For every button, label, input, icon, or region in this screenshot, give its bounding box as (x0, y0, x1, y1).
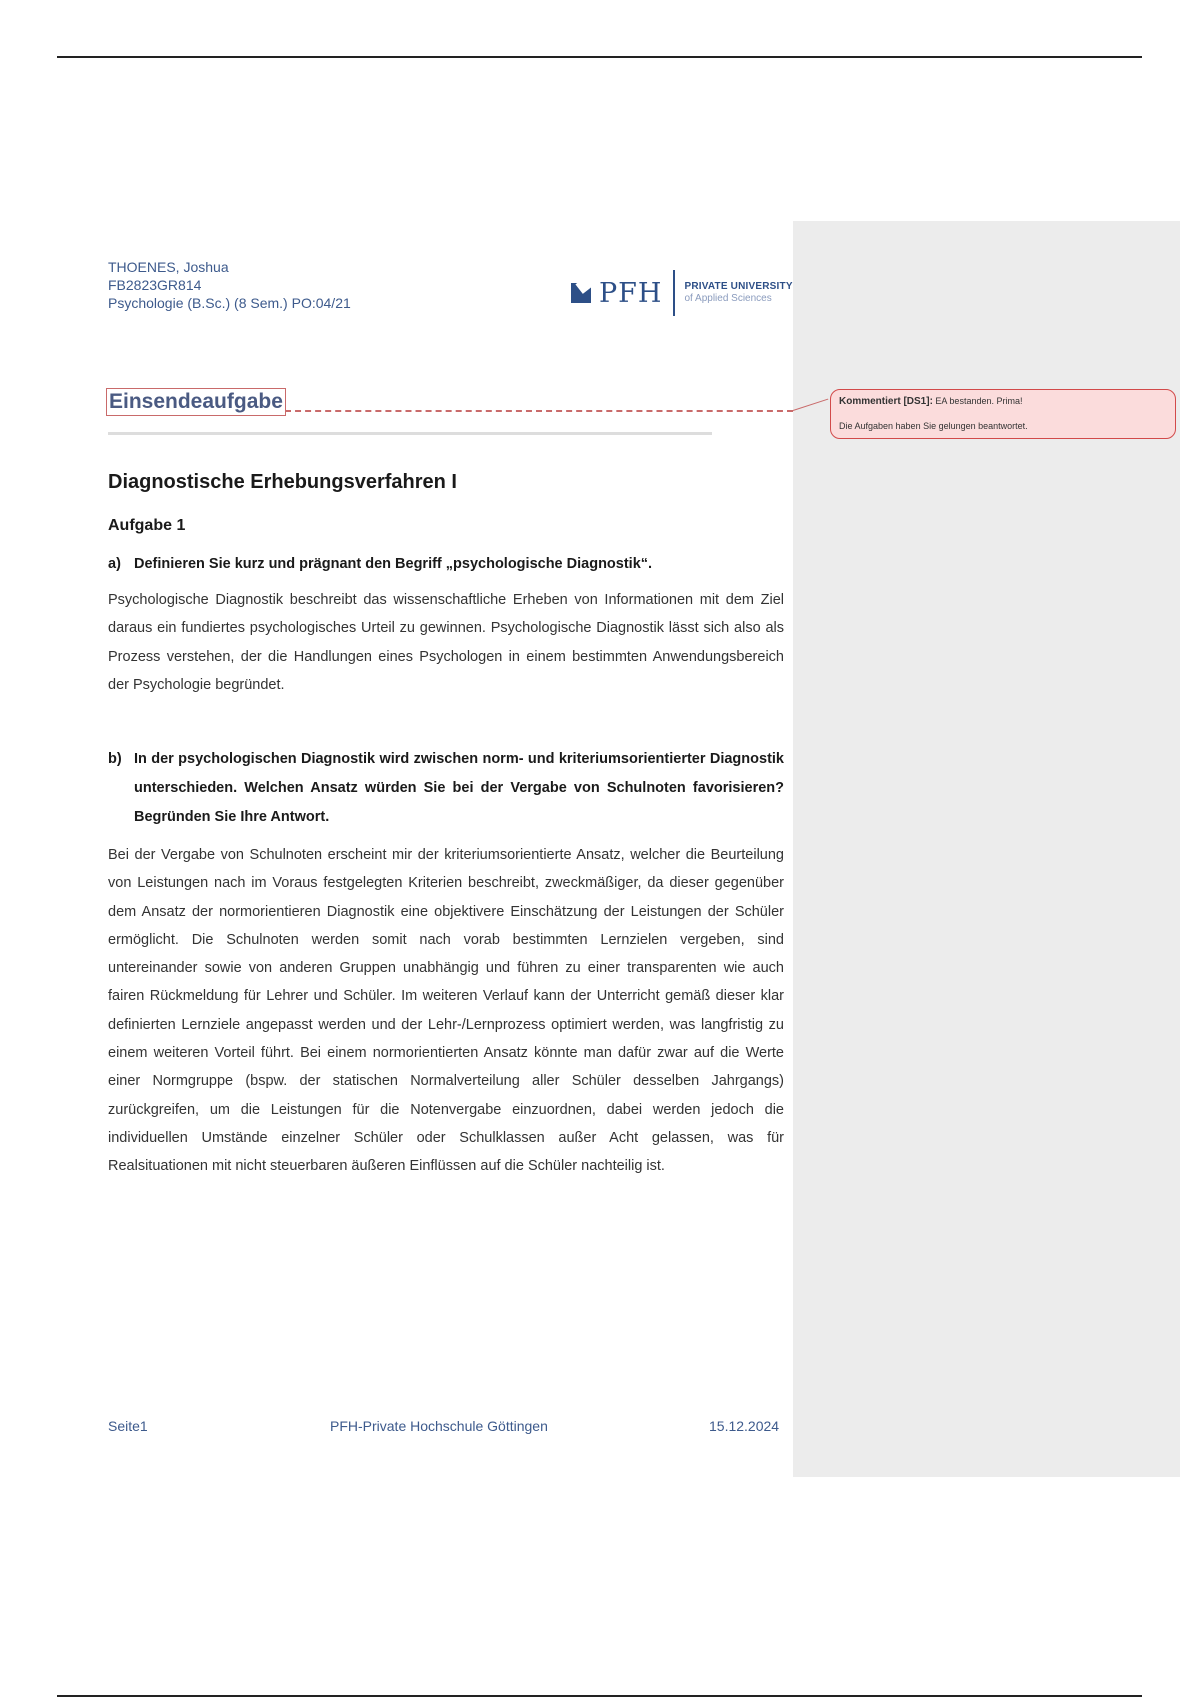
comment-text-1: EA bestanden. Prima! (935, 396, 1023, 406)
logo-brand: PFH (599, 277, 663, 309)
title-underline (108, 432, 712, 435)
student-name: THOENES, Joshua (108, 259, 229, 275)
comment-balloon[interactable] (830, 389, 1176, 439)
task-heading: Aufgabe 1 (108, 517, 186, 534)
question-b (108, 745, 784, 832)
student-info (108, 258, 351, 312)
logo-mark-icon (571, 283, 591, 303)
logo-subtitle (684, 281, 792, 305)
logo-line-2: of Applied Sciences (684, 293, 772, 304)
comment-text-2: Die Aufgaben haben Sie gelungen beantwortet. (839, 421, 1028, 431)
comment-anchor-line (285, 410, 793, 412)
question-a (108, 550, 784, 579)
answer-b: Bei der Vergabe von Schulnoten erscheint mir der kriteriumsorientierte Ansatz, welcher die Beurteilung von Leistungen nach im Voraus festgelegten Kriterien beschreibt, zweckmäßiger, da dieser gegenüber dem Ansatz der normorientieren Diagnostik eine objektivere Einschätzung der Leistungen der Schüler ermöglicht. Die Schulnoten werden somit nach vorab bestimmten Lernzielen vergeben, sind untereinander sowie von anderen Gruppen unabhängig und führen zu einer transparenten wie auch fairen Rückmeldung für Lehrer und Schüler. Im weiteren Verlauf kann der Unterricht gemäß dieser klar definierten Lernziele angepasst werden und der Lehr-/Lernprozess optimiert werden, was langfristig zu einem weiteren Vorteil führt. Bei einem normorientierten Ansatz könnte man dafür zwar auf die Werte einer Normgruppe (bspw. der statischen Normalverteilung aller Schüler desselben Jahrgangs) zurückgreifen, um die Leistungen für die Notenvergabe einzuordnen, dabei werden jedoch die individuellen Umstände einzelner Schüler oder Schulklassen außer Acht gelassen, was für Realsituationen mit nicht steuerbaren äußeren Einflüssen auf die Schüler nachteilig ist. (108, 847, 784, 1175)
comment-label: Kommentiert [DS1]: (839, 396, 933, 407)
document-title: Diagnostische Erhebungsverfahren I (108, 471, 457, 493)
comment-header (839, 393, 1167, 410)
footer-institution: PFH-Private Hochschule Göttingen (330, 1418, 548, 1434)
footer-page: Seite1 (108, 1418, 148, 1434)
footer-date: 15.12.2024 (709, 1418, 780, 1434)
answer-a: Psychologische Diagnostik beschreibt das wissenschaftliche Erheben von Informationen mit dem Ziel daraus ein fundiertes psychologisches Urteil zu gewinnen. Psychologische Diagnostik lässt sich also als Prozess verstehen, der die Handlungen eines Psychologen in einem bestimmten Anwendungsbereich der Psychologie begründet. (108, 592, 784, 693)
section-title[interactable]: Einsendeaufgabe (106, 388, 286, 416)
question-b-label: b) (108, 751, 122, 767)
logo-divider (673, 270, 675, 316)
student-id: FB2823GR814 (108, 277, 202, 293)
question-b-text: In der psychologischen Diagnostik wird zwischen norm- und kriteriumsorientierter Diagnostik unterschieden. Welchen Ansatz würden Sie bei der Vergabe von Schulnoten favorisieren? Begründen Sie Ihre Antwort. (134, 751, 784, 825)
logo-line-1: PRIVATE UNIVERSITY (684, 281, 793, 292)
top-rule (57, 56, 1142, 58)
question-a-text: Definieren Sie kurz und prägnant den Begriff „psychologische Diagnostik“. (134, 556, 653, 572)
study-program: Psychologie (B.Sc.) (8 Sem.) PO:04/21 (108, 295, 351, 311)
pfh-logo (571, 270, 793, 316)
question-a-label: a) (108, 556, 121, 572)
bottom-rule (57, 1695, 1142, 1697)
